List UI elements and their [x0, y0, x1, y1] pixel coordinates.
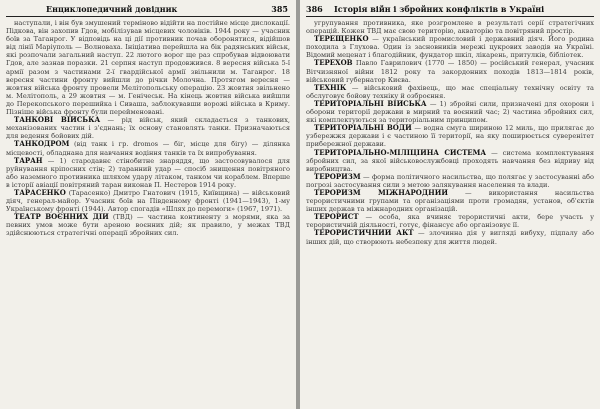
- entry-paragraph: ТАРАСЕНКО (Тарасенко) Дмитро Гнатович (1915, Київщина) — військовий діяч, генерал-майор. Учасник боїв на Південному фронті (1941—1943), 1-му Українському фронті (1944). Автор спогадів «Шлях до перемоги» (1967, 1971).: [6, 188, 290, 214]
- entry-headword: ТАРАН: [14, 156, 43, 165]
- entry-headword: ТАРАСЕНКО: [14, 188, 66, 197]
- right-page-body: [306, 19, 594, 405]
- left-header-rule: [6, 16, 290, 17]
- entry-paragraph: ТЕРЕХОВ Павло Гаврилович (1770 — 1850) — російський генерал, учасник Вітчизняної війни 1812 року та закордонних походів 1813—1814 років, військовий губернатор Києва.: [306, 59, 594, 84]
- entry-paragraph: ТЕРИТОРІАЛЬНО-МІЛІЦІЙНА СИСТЕМА — система комплектування збройних сил, за якої військовослужбовці проходять навчання без відриву від виробництва.: [306, 148, 594, 173]
- entry-paragraph: ТАНКОВІ ВІЙСЬКА — рід військ, який складається з танкових, механізованих частин і з'єднань; їх основу становлять танки. Призначаються для ведення бойових дій.: [6, 116, 290, 141]
- entry-paragraph: ТЕРОРИСТ — особа, яка вчиняє терористичні акти, бере участь у терористичній діяльності, готує, фінансує або організовує її.: [306, 213, 594, 230]
- left-page-header: [6, 2, 290, 16]
- left-page: [0, 0, 296, 409]
- left-page-number: 385: [271, 4, 288, 14]
- right-page-header: [306, 2, 594, 16]
- entry-paragraph: ТЕРИТОРІАЛЬНІ ВОДИ — водна смуга шириною 12 миль, що прилягає до узбережжя держави і є частиною її території, на яку поширюється суверенітет прибережної держави.: [306, 124, 594, 149]
- entry-paragraph: ТЕРОРИЗМ МІЖНАРОДНИЙ — використання насильства терористичними групами та організаціями проти громадян, установ, об'єктів інших держав та міжнародних організацій.: [306, 188, 594, 214]
- entry-headword: ТЕРОРИСТ: [314, 213, 359, 222]
- entry-headword: ТАНКОДРОМ: [14, 140, 70, 149]
- entry-paragraph: наступали, і він був змушений терміново відійти на постійне місце дислокації. Підкова, він захопив Гдов, мобілізував місцевих чоловіків. 1944 року — учасник боїв за Таганрог. У відповідь на ці дії противник почав оборонятися, відійшов від лінії Маріуполь — Волноваха. Ініціатива перейшла на бік радянських військ, які розпочали загальний наступ. 22 лютого ворог ще раз спробував відвоювати Гдов, але зазнав поразки. 21 серпня наступ продовжився. 8 вересня війська 5-ї армії разом з частинами 2-ї гвардійської армії звільнили м. Таганрог. 18 вересня частини фронту вийшли до річки Молочна. Протягом вересня — жовтня війська фронту провели Мелітопольську операцію. 23 жовтня звільнено м. Мелітополь, а 29 жовтня — м. Генічеськ. На кінець жовтня війська вийшли до Перекопського перешийка і Сиваша, заблокувавши ворожі війська в Криму. Пізніше війська фронту були перейменовані.: [6, 19, 290, 117]
- left-page-body: [6, 19, 290, 405]
- entry-paragraph: угрупування противника, яке розгромлене в результаті серії стратегічних операцій. Кожен ТВД має свою територію, акваторію та повітряний простір.: [306, 19, 594, 36]
- entry-paragraph: ТЕАТР ВОЄННИХ ДІЙ (ТВД) — частина континенту з морями, яка за певних умов може бути ареною воєнних дій; як правило, у межах ТВД здійснюються стратегічні операції збройних сил.: [6, 213, 290, 238]
- entry-headword: ТЕАТР ВОЄННИХ ДІЙ: [14, 213, 109, 222]
- entry-headword: ТЕРИТОРІАЛЬНІ ВІЙСЬКА: [314, 99, 427, 108]
- entry-headword: ТЕРИТОРІАЛЬНІ ВОДИ: [314, 124, 412, 133]
- entry-paragraph: ТЕРОРИСТИЧНИЙ АКТ — злочинна дія у вигляді вибуху, підпалу або інших дій, що створюють небезпеку для життя людей.: [306, 229, 594, 246]
- entry-headword: ТЕРОРИСТИЧНИЙ АКТ: [314, 229, 414, 238]
- entry-headword: ТЕРИТОРІАЛЬНО-МІЛІЦІЙНА СИСТЕМА: [314, 148, 487, 157]
- entry-headword: ТЕХНІК: [314, 83, 347, 92]
- entry-headword: ТАНКОВІ ВІЙСЬКА: [14, 116, 101, 125]
- entry-paragraph: ТАНКОДРОМ (від танк і гр. dromos — біг, місце для бігу) — ділянка місцевості, обладнана для навчання водіння танків та їх випробування.: [6, 140, 290, 157]
- left-header-title: Енциклопедичний довідник: [46, 4, 178, 14]
- right-header-title: Історія війн і збройних конфліктів в Україні: [334, 4, 545, 14]
- right-page-number: 386: [306, 4, 323, 14]
- entry-paragraph: ТЕРЕЩЕНКО — український промисловий і державний діяч. Його родина походила з Глухова. Один із засновників мережі цукрових заводів на Україні. Відомий меценат і благодійник, фундатор шкіл, лікарень, притулків, бібліотек.: [306, 35, 594, 60]
- entry-headword: ТЕРОРИЗМ МІЖНАРОДНИЙ: [314, 188, 448, 197]
- entry-headword: ТЕРОРИЗМ: [314, 172, 361, 181]
- entry-paragraph: ТАРАН — 1) стародавнє стінобитне знаряддя, що застосовувалося для руйнування кріпосних стін; 2) таранний удар — спосіб знищення повітряного або наземного противника шляхом удару літаком, танком чи кораблем. Вперше в історії авіації повітряний таран виконав П. Нестеров 1914 року.: [6, 156, 290, 189]
- right-page: [300, 0, 600, 409]
- entry-headword: ТЕРЕЩЕНКО: [314, 35, 369, 44]
- entry-paragraph: ТЕРИТОРІАЛЬНІ ВІЙСЬКА — 1) збройні сили, призначені для охорони і оборони території держави в мирний та воєнний час; 2) частина збройних сил, які комплектуються за територіальним принципом.: [306, 99, 594, 125]
- entry-paragraph: ТЕРОРИЗМ — форма політичного насильства, що полягає у застосуванні або погрозі застосування сили з метою залякування населення та влади.: [306, 172, 594, 189]
- right-header-rule: [306, 16, 594, 17]
- entry-paragraph: ТЕХНІК — військовий фахівець, що має спеціальну технічну освіту та обслуговує бойову техніку й озброєння.: [306, 83, 594, 100]
- entry-headword: ТЕРЕХОВ: [314, 59, 353, 68]
